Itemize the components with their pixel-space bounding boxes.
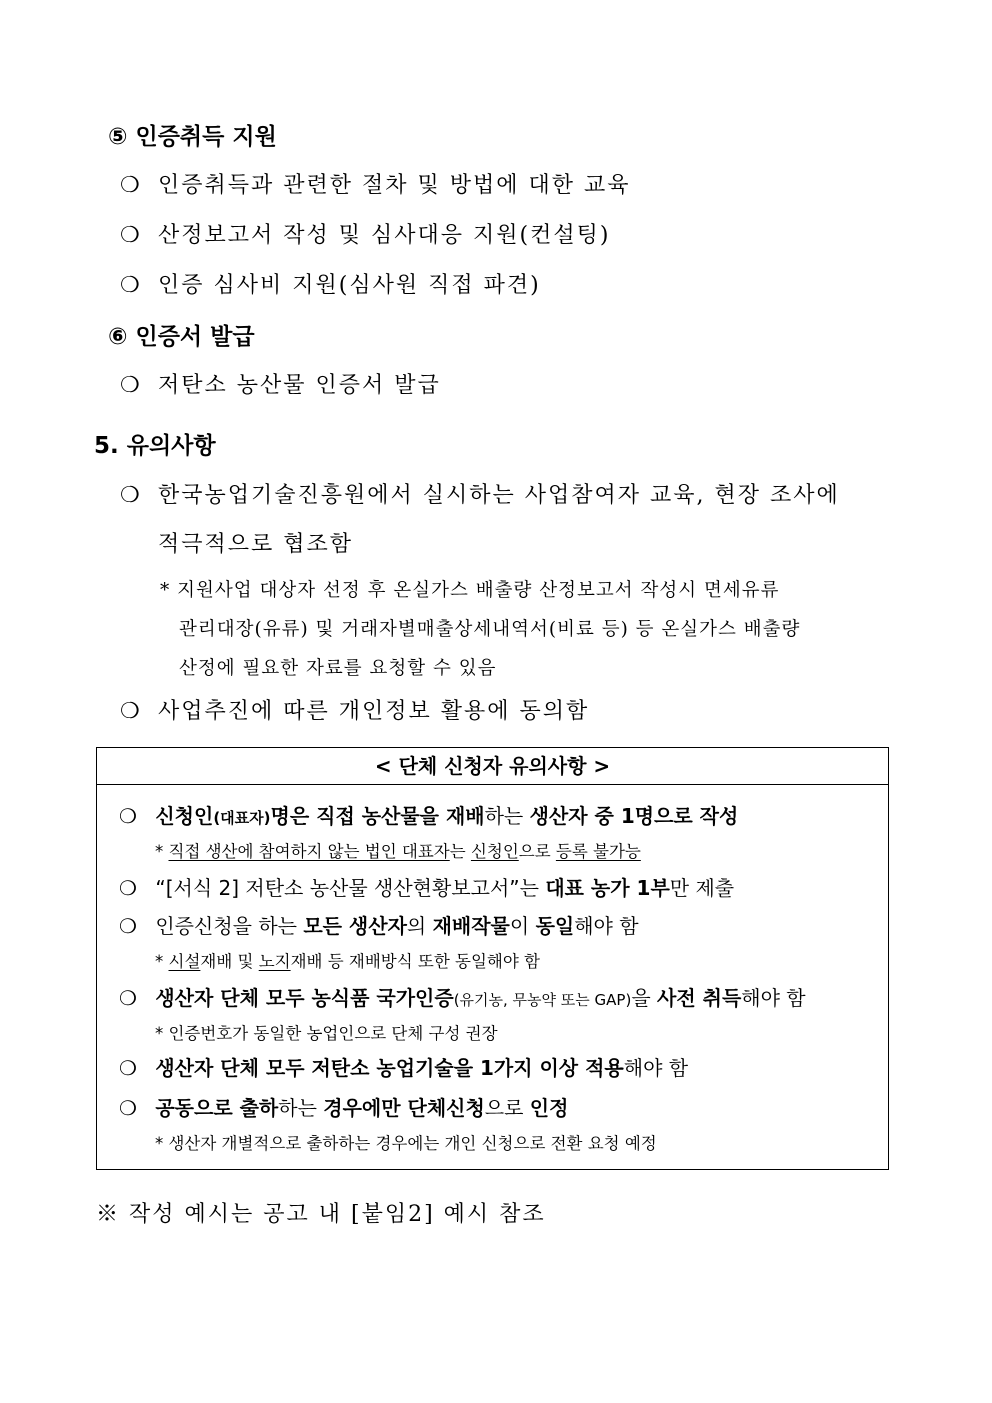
box-item (119, 1092, 568, 1121)
list-item-text: 산정보고서 작성 및 심사대응 지원(컨설팅) (158, 223, 611, 248)
box-text: 하는 (278, 1096, 324, 1120)
box-text: 해야 함 (574, 914, 639, 938)
section-heading-certificate-issue: ⑥ 인증서 발급 (108, 324, 255, 350)
list-item-continuation: 적극적으로 협조함 (158, 532, 354, 557)
footer-reference-note: ※ 작성 예시는 공고 내 [붙임2] 예시 참조 (96, 1202, 546, 1227)
box-text: 등록 불가능 (555, 842, 641, 861)
box-sub-note (155, 838, 641, 862)
box-text: 만 제출 (669, 876, 735, 900)
box-text: 시설 (168, 952, 201, 971)
box-item (119, 982, 806, 1011)
sub-note: * 지원사업 대상자 선정 후 온실가스 배출량 산정보고서 작성시 면세유류 (160, 580, 780, 601)
box-item (119, 872, 734, 901)
box-text: 재배작물 (432, 914, 510, 938)
list-item (120, 478, 840, 509)
bullet-circle-icon: ❍ (119, 914, 137, 938)
bullet-circle-icon: ❍ (120, 173, 142, 198)
box-sub-note: * 인증번호가 동일한 농업인으로 단체 구성 권장 (155, 1024, 498, 1043)
box-item (119, 800, 738, 829)
sub-note-continuation: 산정에 필요한 자료를 요청할 수 있음 (179, 658, 497, 679)
box-item (119, 910, 639, 939)
box-text: 재배 등 재배방식 또한 동일해야 함 (290, 952, 540, 971)
box-text: 으로 (518, 842, 556, 861)
box-text: “[서식 2] 저탄소 농산물 생산현황보고서”는 (155, 876, 546, 900)
list-item (120, 694, 589, 725)
box-text: 신청인 (155, 804, 214, 828)
box-sub-note (155, 948, 540, 972)
list-item-text: 인증취득과 관련한 절차 및 방법에 대한 교육 (158, 173, 631, 198)
box-text: * (155, 842, 169, 861)
bullet-circle-icon: ❍ (119, 986, 137, 1010)
bullet-circle-icon: ❍ (120, 223, 142, 248)
box-text: 공동으로 출하 (155, 1096, 279, 1120)
group-applicant-notes-box (96, 747, 889, 1170)
box-text: (대표자) (213, 809, 271, 827)
box-text: 생산자 중 1명으로 작성 (529, 804, 739, 828)
box-text: 생산자 단체 모두 농식품 국가인증 (155, 986, 454, 1010)
list-item-text: 한국농업기술진흥원에서 실시하는 사업참여자 교육, 현장 조사에 (158, 483, 840, 508)
box-sub-note: * 생산자 개별적으로 출하하는 경우에는 개인 신청으로 전환 요청 예정 (155, 1134, 657, 1153)
box-text: (유기농, 무농약 또는 GAP) (453, 991, 632, 1009)
bullet-circle-icon: ❍ (119, 876, 137, 900)
bullet-circle-icon: ❍ (120, 483, 142, 508)
box-text: 직접 생산에 참여하지 않는 법인 대표자 (168, 842, 450, 861)
list-item-text: 사업추진에 따른 개인정보 활용에 동의함 (158, 699, 590, 724)
box-text: 사전 취득 (657, 986, 742, 1010)
bullet-circle-icon: ❍ (120, 699, 142, 724)
box-text: 는 (449, 842, 471, 861)
bullet-circle-icon: ❍ (119, 804, 137, 828)
box-text: 인증신청을 하는 (155, 914, 304, 938)
box-text: 해야 함 (741, 986, 806, 1010)
box-text: 해야 함 (623, 1056, 689, 1080)
box-text: 을 (631, 986, 658, 1010)
box-text: 생산자 단체 모두 저탄소 농업기술을 1가지 이상 적용 (155, 1056, 624, 1080)
list-item-text: 인증 심사비 지원(심사원 직접 파견) (158, 273, 541, 298)
bullet-circle-icon: ❍ (119, 1056, 137, 1080)
box-title: < 단체 신청자 유의사항 > (97, 748, 888, 785)
bullet-circle-icon: ❍ (120, 373, 142, 398)
list-item (120, 168, 631, 199)
box-text: 이 (509, 914, 536, 938)
list-item (120, 268, 541, 299)
box-text: 으로 (484, 1096, 530, 1120)
bullet-circle-icon: ❍ (120, 273, 142, 298)
box-text: 의 (406, 914, 433, 938)
box-text: 재배 및 (200, 952, 259, 971)
box-text: 하는 (484, 804, 530, 828)
sub-note-continuation: 관리대장(유류) 및 거래자별매출상세내역서(비료 등) 등 온실가스 배출량 (179, 619, 801, 640)
box-text: * (155, 952, 169, 971)
box-text: 명은 직접 농산물을 재배 (270, 804, 485, 828)
box-text: 경우에만 단체신청 (323, 1096, 485, 1120)
bullet-circle-icon: ❍ (119, 1096, 137, 1120)
box-item (119, 1052, 688, 1081)
list-item-text: 저탄소 농산물 인증서 발급 (158, 373, 441, 398)
section-heading-notes: 5. 유의사항 (94, 433, 216, 459)
box-text: 동일 (535, 914, 575, 938)
section-heading-certification-support: ⑤ 인증취득 지원 (108, 124, 277, 150)
list-item (120, 368, 441, 399)
box-text: 모든 생산자 (303, 914, 407, 938)
box-text: 신청인 (470, 842, 519, 861)
box-text: 인정 (529, 1096, 569, 1120)
box-text: 대표 농가 1부 (545, 876, 670, 900)
list-item (120, 218, 610, 249)
box-text: 노지 (258, 952, 291, 971)
